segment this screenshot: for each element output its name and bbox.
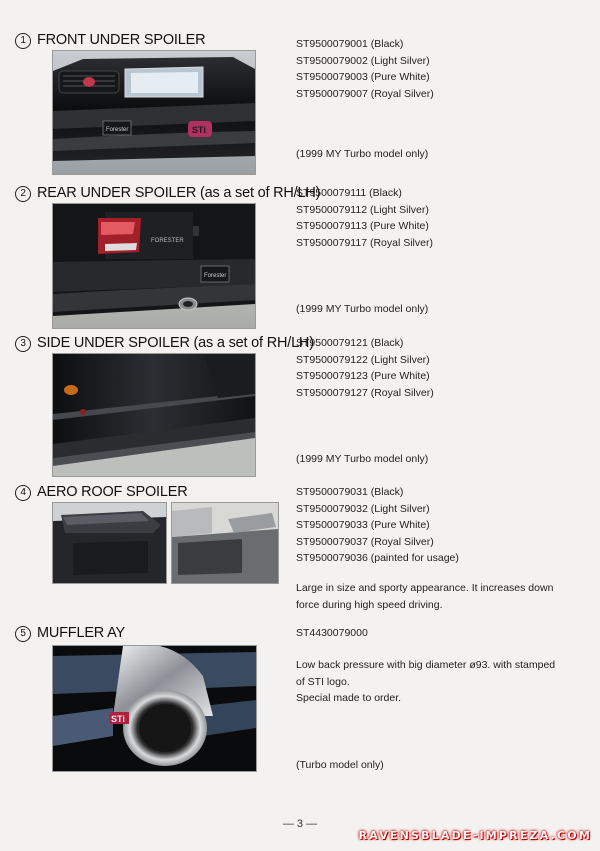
watermark: RAVENSBLADE-IMPREZA.COM (358, 829, 592, 842)
section-number: 2 (15, 186, 31, 202)
side-spoiler-photo (52, 353, 256, 477)
part-number: ST9500079031 (Black) (296, 486, 404, 498)
section-heading (15, 335, 314, 352)
section-title: SIDE UNDER SPOILER (as a set of RH/LH) (37, 335, 314, 351)
part-number: ST9500079032 (Light Silver) (296, 502, 430, 515)
muffler-photo (52, 645, 257, 772)
sti-badge-text: STi (192, 125, 206, 135)
description-line: of STI logo. (296, 675, 350, 688)
part-number: ST9500079033 (Pure White) (296, 519, 430, 531)
section-title: FRONT UNDER SPOILER (37, 32, 206, 48)
part-number: ST9500079122 (Light Silver) (296, 353, 430, 366)
part-number: ST9500079112 (Light Silver) (296, 203, 429, 216)
muffler-sti-text: STi (111, 714, 125, 724)
model-note: (Turbo model only) (296, 759, 384, 771)
part-number: ST9500079127 (Royal Silver) (296, 386, 434, 399)
part-number: ST9500079007 (Royal Silver) (296, 87, 434, 100)
section-aero-roof-spoiler (0, 484, 600, 614)
model-note: (1999 MY Turbo model only) (296, 453, 429, 465)
front-badge-text: Forester (106, 127, 129, 133)
section-heading (15, 185, 320, 202)
section-side-under-spoiler (0, 335, 600, 480)
section-heading (15, 32, 205, 49)
description-line: Low back pressure with big diameter ø93. with stamped (296, 659, 556, 671)
part-numbers (296, 625, 368, 642)
part-number: ST9500079036 (painted for usage) (296, 552, 459, 564)
description-line: Large in size and sporty appearance. It increases down (296, 582, 554, 594)
section-front-under-spoiler (0, 32, 600, 172)
section-rear-under-spoiler (0, 185, 600, 325)
section-number: 5 (15, 626, 31, 642)
part-number: ST9500079037 (Royal Silver) (296, 535, 434, 548)
section-muffler (0, 625, 600, 785)
part-numbers (296, 484, 459, 567)
model-note: (1999 MY Turbo model only) (296, 148, 429, 160)
part-number: ST9500079003 (Pure White) (296, 71, 430, 83)
part-number: ST4430079000 (296, 627, 368, 639)
part-number: ST9500079111 (Black) (296, 187, 402, 199)
product-description (296, 580, 586, 613)
section-heading (15, 625, 125, 642)
rear-emblem-text: FORESTER (151, 238, 184, 244)
section-title: MUFFLER AY (37, 625, 125, 641)
section-number: 1 (15, 33, 31, 49)
rear-spoiler-photo (52, 203, 256, 329)
section-title: REAR UNDER SPOILER (as a set of RH/LH) (37, 185, 321, 201)
description-line: Special made to order. (296, 692, 402, 704)
section-title: AERO ROOF SPOILER (37, 484, 188, 500)
part-number: ST9500079001 (Black) (296, 38, 404, 50)
part-number: ST9500079002 (Light Silver) (296, 54, 430, 67)
part-number: ST9500079113 (Pure White) (296, 220, 429, 232)
product-description (296, 657, 586, 707)
section-number: 3 (15, 336, 31, 352)
roof-spoiler-photo-left (52, 502, 167, 584)
front-spoiler-photo (52, 50, 256, 175)
page-number: — 3 — (282, 818, 318, 830)
model-note: (1999 MY Turbo model only) (296, 303, 429, 315)
part-number: ST9500079117 (Royal Silver) (296, 236, 433, 249)
rear-badge-text: Forester (204, 273, 227, 279)
section-number: 4 (15, 485, 31, 501)
part-number: ST9500079121 (Black) (296, 337, 404, 349)
section-heading (15, 484, 188, 501)
part-numbers (296, 36, 434, 102)
description-line: force during high speed driving. (296, 598, 443, 611)
part-numbers (296, 185, 433, 251)
roof-spoiler-photo-right (171, 502, 279, 584)
part-numbers (296, 335, 434, 401)
part-number: ST9500079123 (Pure White) (296, 370, 430, 382)
